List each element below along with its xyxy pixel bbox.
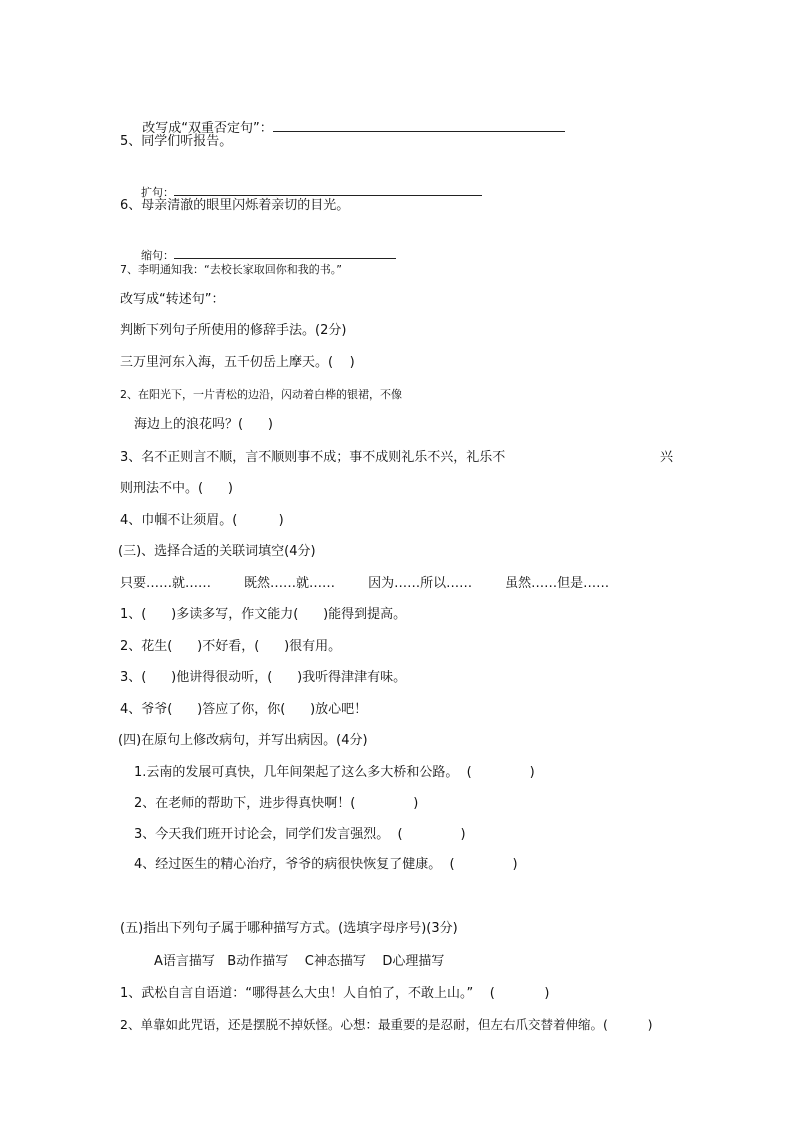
rhetoric-item-4: 4、巾帼不让须眉。( ) (120, 513, 284, 528)
question-7: 7、李明通知我：“去校长家取回你和我的书。” (120, 263, 342, 276)
correction-item-4: 4、经过医生的精心治疗，爷爷的病很快恢复了健康。 ( ) (134, 857, 518, 872)
rewrite-reported-speech-prompt: 改写成“转述句”： (120, 292, 225, 307)
description-item-1: 1、武松自言自语道：“哪得甚么大虫！人自怕了，不敢上山。” ( ) (120, 986, 550, 1001)
rhetoric-item-2-cont: 海边上的浪花吗？( ) (134, 417, 273, 432)
rewrite-double-negative-label: 改写成“双重否定句”： (142, 121, 273, 136)
rhetoric-item-2: 2、在阳光下，一片青松的边沿，闪动着白桦的银裙，不像 (120, 388, 402, 401)
section-5-heading: (五)指出下列句子属于哪种描写方式。(选填字母序号)(3分) (120, 921, 458, 936)
rhetoric-item-1: 三万里河东入海，五千仞岳上摩天。( ) (120, 355, 355, 370)
correction-item-1: 1.云南的发展可真快，几年间架起了这么多大桥和公路。 ( ) (134, 765, 535, 780)
answer-blank[interactable] (273, 119, 565, 132)
question-5: 5、同学们听报告。 (120, 134, 233, 149)
answer-blank[interactable] (174, 183, 482, 196)
shorten-sentence-prompt (134, 230, 396, 264)
rhetoric-item-3-cont: 则刑法不中。( ) (120, 481, 233, 496)
correction-item-2: 2、在老师的帮助下，进步得真快啊！( ) (134, 796, 419, 811)
rewrite-double-negative-prompt (134, 103, 565, 137)
question-6: 6、母亲清澈的眼里闪烁着亲切的目光。 (120, 198, 350, 213)
rhetoric-item-3-end: 兴 (660, 450, 674, 465)
expand-sentence-label: 扩句： (141, 186, 174, 199)
conjunction-item-3: 3、( )他讲得很动听，( )我听得津津有味。 (120, 670, 407, 685)
shorten-sentence-label: 缩句： (141, 249, 174, 262)
conjunction-item-2: 2、花生( )不好看，( )很有用。 (120, 639, 342, 654)
conjunction-item-4: 4、爷爷( )答应了你，你( )放心吧！ (120, 702, 368, 717)
description-item-2: 2、单靠如此咒语，还是摆脱不掉妖怪。心想：最重要的是忍耐，但左右爪交替着伸缩。( ) (120, 1017, 653, 1032)
section-rhetoric-heading: 判断下列句子所使用的修辞手法。(2分) (120, 323, 347, 338)
section-4-heading: (四)在原句上修改病句，并写出病因。(4分) (118, 733, 368, 748)
conjunction-item-1: 1、( )多读多写，作文能力( )能得到提高。 (120, 607, 407, 622)
rhetoric-item-3: 3、名不正则言不顺，言不顺则事不成；事不成则礼乐不兴，礼乐不 (120, 450, 506, 465)
conjunction-options: 只要……就…… 既然……就…… 因为……所以…… 虽然……但是…… (120, 576, 610, 591)
expand-sentence-prompt (134, 167, 482, 201)
correction-item-3: 3、今天我们班开讨论会，同学们发言强烈。 ( ) (134, 827, 466, 842)
answer-blank[interactable] (174, 246, 396, 259)
description-options: A语言描写 B动作描写 C神态描写 D心理描写 (154, 954, 445, 969)
section-3-heading: (三)、选择合适的关联词填空(4分) (118, 544, 316, 559)
